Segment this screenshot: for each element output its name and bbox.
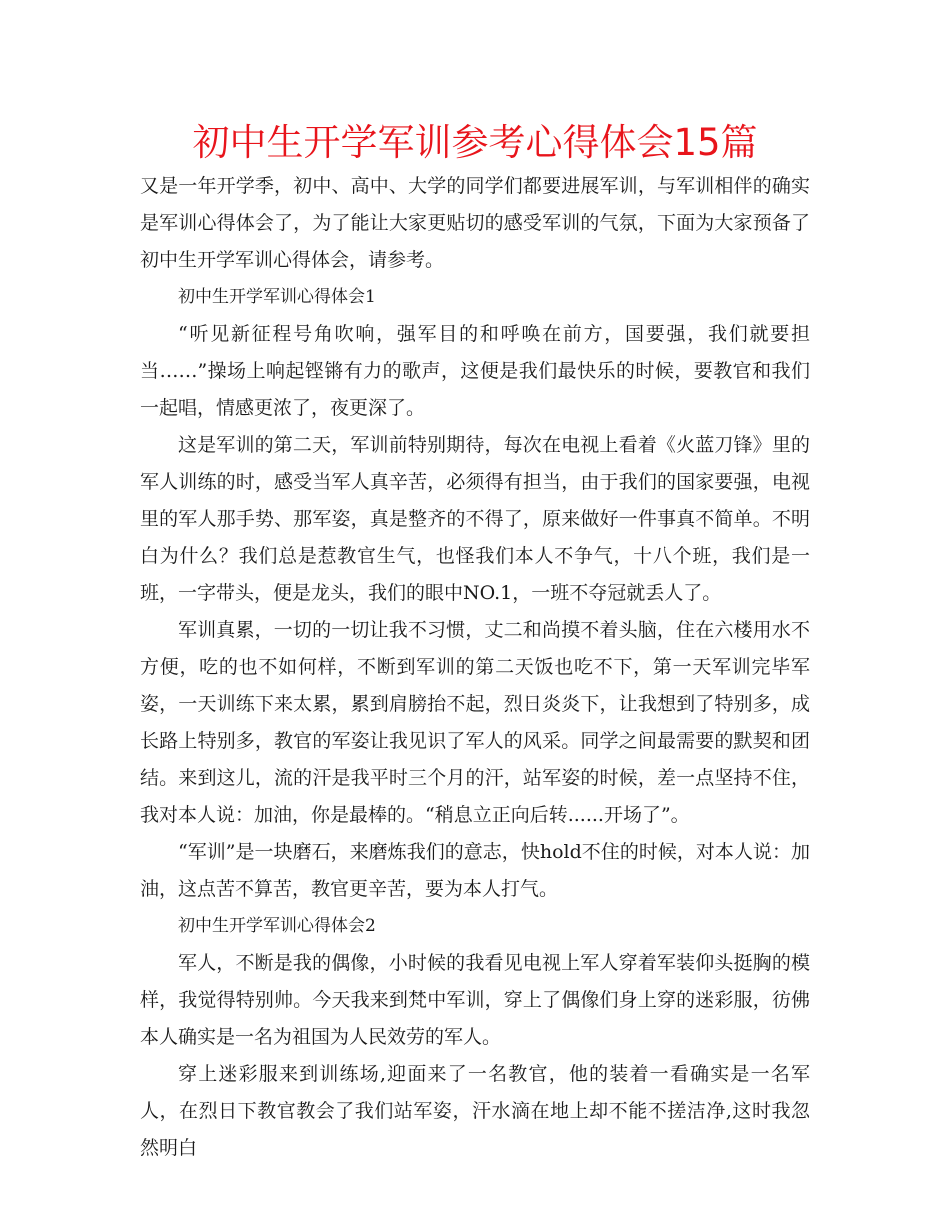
paragraph: 穿上迷彩服来到训练场,迎面来了一名教官，他的装着一看确实是一名军人，在烈日下教官教会了我们站军姿，汗水滴在地上却不能不搓洁净,这时我忽然明白 <box>140 1063 810 1159</box>
paragraph: 军训真累，一切的一切让我不习惯，丈二和尚摸不着头脑，住在六楼用水不方便，吃的也不如何样，不断到军训的第二天饭也吃不下，第一天军训完毕军姿，一天训练下来太累，累到肩膀抬不起，烈日炎炎下，让我想到了特别多，成长路上特别多，教官的军姿让我见识了军人的风采。同学之间最需要的默契和团结。来到这儿，流的汗是我平时三个月的汗，站军姿的时候，差一点坚持不住，我对本人说：加油，你是最棒的。“稍息立正向后转......开场了”。 <box>140 619 810 826</box>
paragraph: “军训”是一块磨石，来磨炼我们的意志，快hold不住的时候，对本人说：加油，这点苦不算苦，教官更辛苦，要为本人打气。 <box>140 841 810 900</box>
paragraph: 这是军训的第二天，军训前特别期待，每次在电视上看着《火蓝刀锋》里的军人训练的时，感受当军人真辛苦，必须得有担当，由于我们的国家要强，电视里的军人那手势、那军姿，真是整齐的不得了，原来做好一件事真不简单。不明白为什么？我们总是惹教官生气，也怪我们本人不争气，十八个班，我们是一班，一字带头，便是龙头，我们的眼中NO.1，一班不夺冠就丢人了。 <box>140 434 810 604</box>
document-title: 初中生开学军训参考心得体会15篇 <box>192 121 758 164</box>
paragraph: “听见新征程号角吹响，强军目的和呼唤在前方，国要强，我们就要担当……”操场上响起铿锵有力的歌声，这便是我们最快乐的时候，要教官和我们一起唱，情感更浓了，夜更深了。 <box>140 323 810 419</box>
document-page <box>140 118 810 1167</box>
paragraph: 军人，不断是我的偶像，小时候的我看见电视上军人穿着军装仰头挺胸的模样，我觉得特别帅。今天我来到梵中军训，穿上了偶像们身上穿的迷彩服，彷佛本人确实是一名为祖国为人民效劳的军人。 <box>140 952 810 1048</box>
intro-paragraph: 又是一年开学季，初中、高中、大学的同学们都要进展军训，与军训相伴的确实是军训心得体会了，为了能让大家更贴切的感受军训的气氛，下面为大家预备了初中生开学军训心得体会，请参考。 <box>140 175 810 271</box>
section-heading-2: 初中生开学军训心得体会2 <box>178 916 376 936</box>
section-heading-1: 初中生开学军训心得体会1 <box>178 287 376 307</box>
